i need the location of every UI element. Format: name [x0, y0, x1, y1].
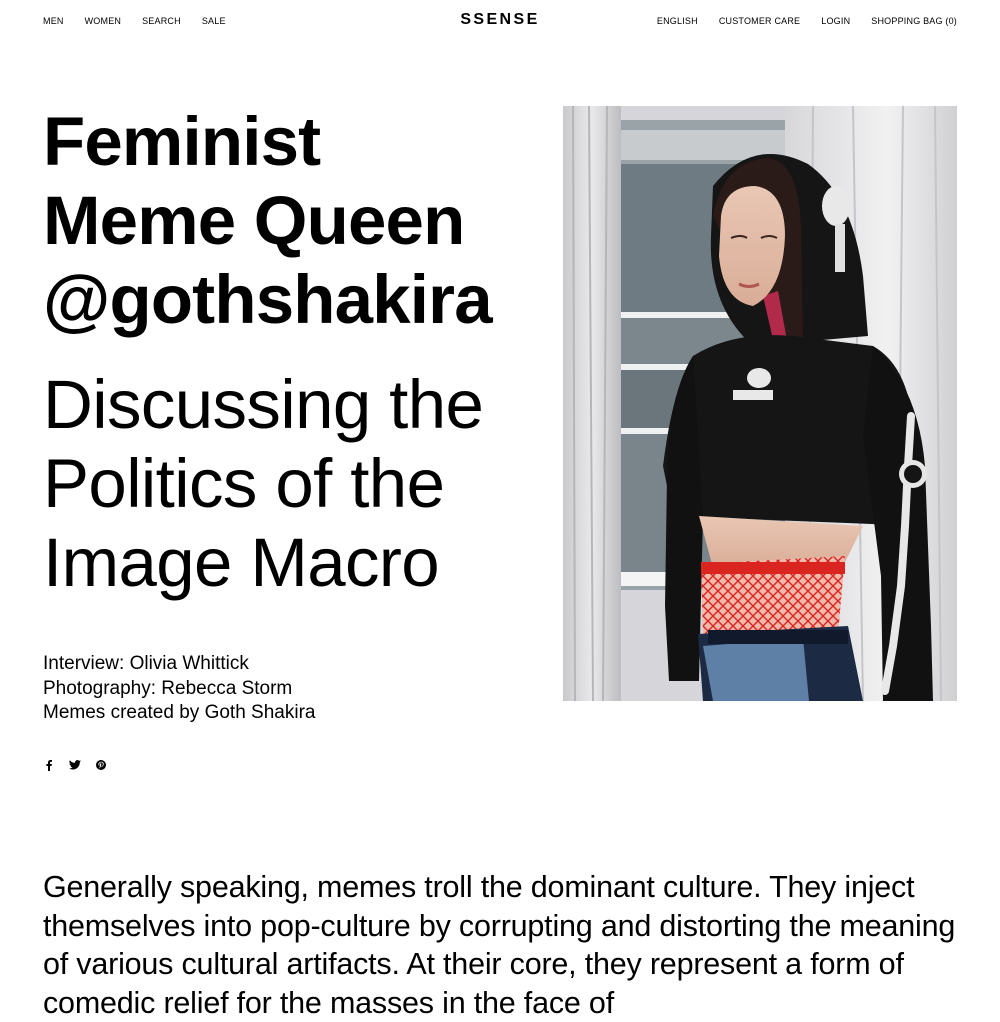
nav-shopping-bag[interactable]: SHOPPING BAG (0) — [871, 16, 957, 26]
title-line: Feminist — [43, 103, 321, 180]
share-facebook-button[interactable] — [43, 758, 55, 772]
twitter-icon — [69, 760, 81, 770]
utility-nav — [636, 16, 957, 26]
article-body: Generally speaking, memes troll the dominant culture. They inject themselves into pop-culture by corrupting and distorting the meaning of various cultural artifacts. At their core, they represent a form of comedic relief for the masses in the face of — [43, 870, 956, 1020]
article-title — [43, 102, 543, 339]
nav-search[interactable]: SEARCH — [142, 16, 181, 26]
credit-memes: Memes created by Goth Shakira — [43, 702, 316, 723]
nav-customer-care[interactable]: CUSTOMER CARE — [718, 16, 801, 26]
share-twitter-button[interactable] — [69, 758, 81, 772]
nav-sale[interactable]: SALE — [201, 16, 226, 26]
hero-photo — [563, 106, 957, 701]
nav-language[interactable]: ENGLISH — [656, 16, 698, 26]
title-line: @gothshakira — [43, 261, 492, 338]
share-pinterest-button[interactable] — [95, 758, 107, 772]
credit-interview: Interview: Olivia Whittick — [43, 653, 249, 674]
subtitle-line: Image Macro — [43, 524, 440, 601]
primary-nav — [43, 16, 247, 26]
article-credits — [43, 652, 523, 726]
nav-men[interactable]: MEN — [43, 16, 64, 26]
pinterest-icon — [96, 760, 106, 770]
social-share — [43, 758, 107, 772]
nav-login[interactable]: LOGIN — [821, 16, 851, 26]
site-logo[interactable]: SSENSE — [460, 11, 540, 28]
subtitle-line: Politics of the — [43, 445, 445, 522]
portrait-illustration — [563, 106, 957, 701]
facebook-icon — [46, 760, 52, 771]
site-header — [0, 0, 1000, 44]
credit-photography: Photography: Rebecca Storm — [43, 677, 293, 699]
title-line: Meme Queen — [43, 182, 465, 259]
article-subtitle — [43, 365, 553, 602]
subtitle-line: Discussing the — [43, 366, 484, 443]
nav-women[interactable]: WOMEN — [84, 16, 122, 26]
